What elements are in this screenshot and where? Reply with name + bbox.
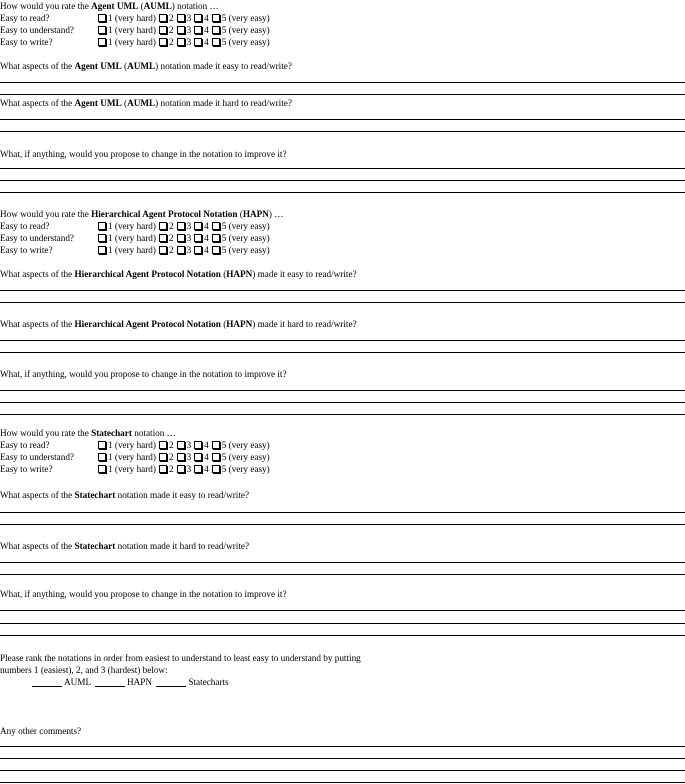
rating-option[interactable]	[194, 220, 209, 232]
checkbox[interactable]	[212, 441, 220, 449]
checkbox[interactable]	[194, 246, 202, 254]
rating-option[interactable]	[98, 463, 156, 475]
rank-item-label: AUML	[64, 677, 91, 687]
checkbox[interactable]	[194, 222, 202, 230]
option-label: 1 (very hard)	[108, 452, 156, 462]
comments-question: Any other comments?	[0, 726, 82, 736]
checkbox[interactable]	[177, 441, 185, 449]
rating-options	[98, 439, 270, 451]
rank-item-label: HAPN	[127, 677, 153, 687]
question-text: How would you rate the	[0, 209, 92, 219]
rating-label: Easy to read?	[0, 221, 50, 231]
rating-option[interactable]	[159, 439, 174, 451]
notation-name: Statechart	[74, 490, 116, 500]
rating-option[interactable]	[212, 463, 270, 475]
checkbox[interactable]	[177, 14, 185, 22]
rating-option[interactable]	[194, 24, 209, 36]
notation-name: Hierarchical Agent Protocol Notation	[74, 319, 221, 329]
question-text: notation …	[131, 428, 176, 438]
answer-line[interactable]	[0, 512, 685, 513]
option-label: 3	[186, 233, 192, 243]
checkbox[interactable]	[177, 38, 185, 46]
checkbox[interactable]	[194, 441, 202, 449]
rating-label: Easy to understand?	[0, 25, 74, 35]
rating-row	[0, 463, 400, 475]
option-label: 1 (very hard)	[108, 221, 156, 231]
option-label: 1 (very hard)	[108, 37, 156, 47]
option-label: 5 (very easy)	[221, 440, 270, 450]
rating-option[interactable]	[177, 36, 192, 48]
option-label: 5 (very easy)	[221, 13, 270, 23]
option-label: 2	[168, 13, 174, 23]
answer-line[interactable]	[0, 770, 685, 771]
rating-option[interactable]	[212, 439, 270, 451]
rating-option[interactable]	[98, 451, 156, 463]
option-label: 4	[204, 440, 209, 450]
answer-line[interactable]	[0, 192, 685, 193]
option-label: 1 (very hard)	[108, 440, 156, 450]
rating-option[interactable]	[98, 244, 156, 256]
notation-abbr: HAPN	[226, 319, 253, 329]
checkbox[interactable]	[159, 14, 167, 22]
checkbox[interactable]	[98, 234, 106, 242]
rating-option[interactable]	[194, 12, 209, 24]
ranking-row	[30, 676, 229, 688]
question-text: What aspects of the	[0, 490, 75, 500]
option-label: 1 (very hard)	[108, 233, 156, 243]
rating-option[interactable]	[212, 451, 270, 463]
rating-row	[0, 36, 400, 48]
option-label: 4	[204, 13, 209, 23]
rank-blank[interactable]	[156, 677, 186, 687]
checkbox[interactable]	[159, 26, 167, 34]
option-label: 2	[168, 221, 174, 231]
option-label: 4	[204, 464, 209, 474]
rating-options	[98, 451, 270, 463]
rating-option[interactable]	[194, 244, 209, 256]
notation-name: Statechart	[91, 428, 132, 438]
answer-line[interactable]	[0, 168, 685, 169]
question-text: made it easy to read/write?	[255, 269, 357, 279]
rating-row	[0, 220, 400, 232]
option-label: 4	[204, 452, 209, 462]
option-label: 2	[168, 233, 174, 243]
option-label: 3	[186, 37, 192, 47]
checkbox[interactable]	[177, 453, 185, 461]
option-label: 5 (very easy)	[221, 245, 270, 255]
change-question: What, if anything, would you propose to change in the notation to improve it?	[0, 589, 287, 599]
option-label: 4	[204, 233, 209, 243]
rating-option[interactable]	[212, 232, 270, 244]
checkbox[interactable]	[159, 465, 167, 473]
rating-options	[98, 24, 270, 36]
rating-option[interactable]	[177, 220, 192, 232]
notation-name: Agent UML	[74, 98, 122, 108]
rating-label: Easy to write?	[0, 464, 53, 474]
checkbox[interactable]	[159, 441, 167, 449]
answer-line[interactable]	[0, 131, 685, 132]
option-label: 3	[186, 464, 192, 474]
checkbox[interactable]	[98, 246, 106, 254]
ranking-instructions: Please rank the notations in order from easiest to understand to least easy to understand by putting	[0, 653, 361, 663]
question-text: notation …	[174, 1, 219, 11]
notation-abbr: AUML	[143, 1, 172, 11]
answer-line[interactable]	[0, 94, 685, 95]
rating-option[interactable]	[194, 36, 209, 48]
checkbox[interactable]	[98, 26, 106, 34]
checkbox[interactable]	[194, 234, 202, 242]
rating-option[interactable]	[177, 463, 192, 475]
answer-line[interactable]	[0, 758, 685, 759]
question-text: notation	[115, 541, 148, 551]
rating-options	[98, 244, 270, 256]
option-label: 5 (very easy)	[221, 464, 270, 474]
notation-name: Statechart	[74, 541, 116, 551]
rating-options	[98, 220, 270, 232]
notation-name: Agent UML	[91, 1, 139, 11]
rank-item-label: Statecharts	[188, 677, 229, 687]
rating-option[interactable]	[159, 220, 174, 232]
rating-option[interactable]	[98, 232, 156, 244]
rating-row	[0, 12, 400, 24]
checkbox[interactable]	[212, 234, 220, 242]
option-label: 3	[186, 440, 192, 450]
rating-option[interactable]	[159, 232, 174, 244]
option-label: 4	[204, 221, 209, 231]
rating-option[interactable]	[159, 463, 174, 475]
option-label: 5 (very easy)	[221, 452, 270, 462]
notation-abbr: HAPN	[226, 269, 253, 279]
question-text: What aspects of the	[0, 98, 75, 108]
rating-label: Easy to read?	[0, 13, 50, 23]
rating-options	[98, 463, 270, 475]
option-label: 5 (very easy)	[221, 221, 270, 231]
checkbox[interactable]	[159, 453, 167, 461]
rating-question: How would you rate the Agent UML (AUML) notation …	[0, 1, 219, 11]
answer-line[interactable]	[0, 574, 685, 575]
answer-line[interactable]	[0, 414, 685, 415]
checkbox[interactable]	[212, 465, 220, 473]
rating-option[interactable]	[159, 12, 174, 24]
question-text: made it hard to read/write?	[190, 98, 292, 108]
notation-name: Hierarchical Agent Protocol Notation	[74, 269, 221, 279]
answer-line[interactable]	[0, 402, 685, 403]
option-label: 1 (very hard)	[108, 245, 156, 255]
rating-option[interactable]	[177, 451, 192, 463]
rating-option[interactable]	[212, 220, 270, 232]
question-text: made it easy to read/write?	[147, 490, 250, 500]
rating-option[interactable]	[159, 451, 174, 463]
question-text: notation	[158, 98, 191, 108]
question-text: made it easy to read/write?	[190, 61, 292, 71]
checkbox[interactable]	[194, 465, 202, 473]
checkbox[interactable]	[98, 441, 106, 449]
notation-abbr: HAPN	[242, 209, 269, 219]
rating-label: Easy to write?	[0, 245, 53, 255]
option-label: 3	[186, 452, 192, 462]
rating-option[interactable]	[98, 439, 156, 451]
aspect-question-easy: What aspects of the Agent UML (AUML) notation made it easy to read/write?	[0, 61, 292, 71]
rating-label: Easy to understand?	[0, 233, 74, 243]
option-label: 5 (very easy)	[221, 25, 270, 35]
rating-option[interactable]	[177, 24, 192, 36]
answer-line[interactable]	[0, 623, 685, 624]
checkbox[interactable]	[159, 38, 167, 46]
checkbox[interactable]	[177, 222, 185, 230]
rating-option[interactable]	[177, 232, 192, 244]
question-text: What aspects of the	[0, 61, 75, 71]
answer-line[interactable]	[0, 180, 685, 181]
checkbox[interactable]	[177, 234, 185, 242]
question-text: notation	[115, 490, 148, 500]
rating-option[interactable]	[194, 232, 209, 244]
checkbox[interactable]	[212, 246, 220, 254]
checkbox[interactable]	[194, 14, 202, 22]
rating-option[interactable]	[177, 244, 192, 256]
option-label: 3	[186, 221, 192, 231]
question-text: How would you rate the	[0, 428, 92, 438]
aspect-question-easy: What aspects of the Hierarchical Agent Protocol Notation (HAPN) made it easy to read/write?	[0, 269, 357, 279]
rating-option[interactable]	[159, 24, 174, 36]
checkbox[interactable]	[212, 38, 220, 46]
answer-line[interactable]	[0, 290, 685, 291]
change-question: What, if anything, would you propose to change in the notation to improve it?	[0, 369, 287, 379]
option-label: 4	[204, 245, 209, 255]
question-text: How would you rate the	[0, 1, 92, 11]
option-label: 5 (very easy)	[221, 233, 270, 243]
rating-option[interactable]	[177, 12, 192, 24]
rating-row	[0, 439, 400, 451]
notation-abbr: AUML	[127, 61, 156, 71]
rating-options	[98, 36, 270, 48]
answer-line[interactable]	[0, 782, 685, 783]
rating-row	[0, 24, 400, 36]
option-label: 1 (very hard)	[108, 464, 156, 474]
rating-question	[0, 427, 176, 439]
rating-row	[0, 232, 400, 244]
checkbox[interactable]	[159, 246, 167, 254]
change-question: What, if anything, would you propose to change in the notation to improve it?	[0, 149, 287, 159]
rating-label: Easy to understand?	[0, 452, 74, 462]
checkbox[interactable]	[98, 222, 106, 230]
option-label: 2	[168, 464, 174, 474]
rating-options	[98, 232, 270, 244]
rating-option[interactable]	[212, 244, 270, 256]
option-label: 4	[204, 25, 209, 35]
rank-blank[interactable]	[32, 677, 62, 687]
rating-option[interactable]	[159, 244, 174, 256]
aspect-question-hard	[0, 540, 249, 552]
checkbox[interactable]	[212, 222, 220, 230]
rating-row	[0, 451, 400, 463]
option-label: 2	[168, 245, 174, 255]
checkbox[interactable]	[194, 38, 202, 46]
option-label: 2	[168, 452, 174, 462]
answer-line[interactable]	[0, 390, 685, 391]
question-text: notation	[158, 61, 191, 71]
answer-line[interactable]	[0, 340, 685, 341]
answer-line[interactable]	[0, 302, 685, 303]
checkbox[interactable]	[159, 222, 167, 230]
question-text: made it hard to read/write?	[255, 319, 357, 329]
option-label: 2	[168, 37, 174, 47]
checkbox[interactable]	[194, 26, 202, 34]
answer-line[interactable]	[0, 119, 685, 120]
rating-option[interactable]	[212, 24, 270, 36]
option-label: 3	[186, 245, 192, 255]
notation-name: Hierarchical Agent Protocol Notation	[91, 209, 238, 219]
rating-label: Easy to write?	[0, 37, 53, 47]
question-text: What aspects of the	[0, 269, 75, 279]
option-label: 1 (very hard)	[108, 25, 156, 35]
aspect-question-hard: What aspects of the Agent UML (AUML) notation made it hard to read/write?	[0, 98, 292, 108]
rating-option[interactable]	[212, 12, 270, 24]
rank-blank[interactable]	[95, 677, 125, 687]
rating-option[interactable]	[98, 36, 156, 48]
rating-option[interactable]	[98, 220, 156, 232]
rating-option[interactable]	[177, 439, 192, 451]
answer-line[interactable]	[0, 82, 685, 83]
checkbox[interactable]	[212, 453, 220, 461]
checkbox[interactable]	[177, 465, 185, 473]
rating-row	[0, 244, 400, 256]
checkbox[interactable]	[212, 26, 220, 34]
checkbox[interactable]	[177, 246, 185, 254]
checkbox[interactable]	[194, 453, 202, 461]
aspect-question-easy	[0, 489, 249, 501]
answer-line[interactable]	[0, 635, 685, 636]
option-label: 2	[168, 25, 174, 35]
rating-option[interactable]	[212, 36, 270, 48]
ranking-instructions: numbers 1 (easiest), 2, and 3 (hardest) below:	[0, 665, 168, 675]
checkbox[interactable]	[98, 465, 106, 473]
option-label: 5 (very easy)	[221, 37, 270, 47]
rating-option[interactable]	[194, 439, 209, 451]
answer-line[interactable]	[0, 610, 685, 611]
checkbox[interactable]	[98, 14, 106, 22]
question-text: What aspects of the	[0, 319, 75, 329]
notation-abbr: AUML	[127, 98, 156, 108]
checkbox[interactable]	[159, 234, 167, 242]
checkbox[interactable]	[177, 26, 185, 34]
checkbox[interactable]	[212, 14, 220, 22]
rating-label: Easy to read?	[0, 440, 50, 450]
rating-option[interactable]	[98, 12, 156, 24]
question-text: What aspects of the	[0, 541, 75, 551]
notation-name: Agent UML	[74, 61, 122, 71]
answer-line[interactable]	[0, 746, 685, 747]
question-text: made it hard to read/write?	[147, 541, 250, 551]
aspect-question-hard: What aspects of the Hierarchical Agent Protocol Notation (HAPN) made it hard to read/write?	[0, 319, 357, 329]
rating-option[interactable]	[98, 24, 156, 36]
option-label: 4	[204, 37, 209, 47]
option-label: 3	[186, 13, 192, 23]
rating-option[interactable]	[194, 451, 209, 463]
option-label: 3	[186, 25, 192, 35]
rating-question: How would you rate the Hierarchical Agent Protocol Notation (HAPN) …	[0, 209, 284, 219]
checkbox[interactable]	[98, 38, 106, 46]
rating-options	[98, 12, 270, 24]
rating-option[interactable]	[159, 36, 174, 48]
answer-line[interactable]	[0, 352, 685, 353]
answer-line[interactable]	[0, 562, 685, 563]
checkbox[interactable]	[98, 453, 106, 461]
option-label: 1 (very hard)	[108, 13, 156, 23]
option-label: 2	[168, 440, 174, 450]
answer-line[interactable]	[0, 524, 685, 525]
rating-option[interactable]	[194, 463, 209, 475]
question-text: …	[271, 209, 284, 219]
